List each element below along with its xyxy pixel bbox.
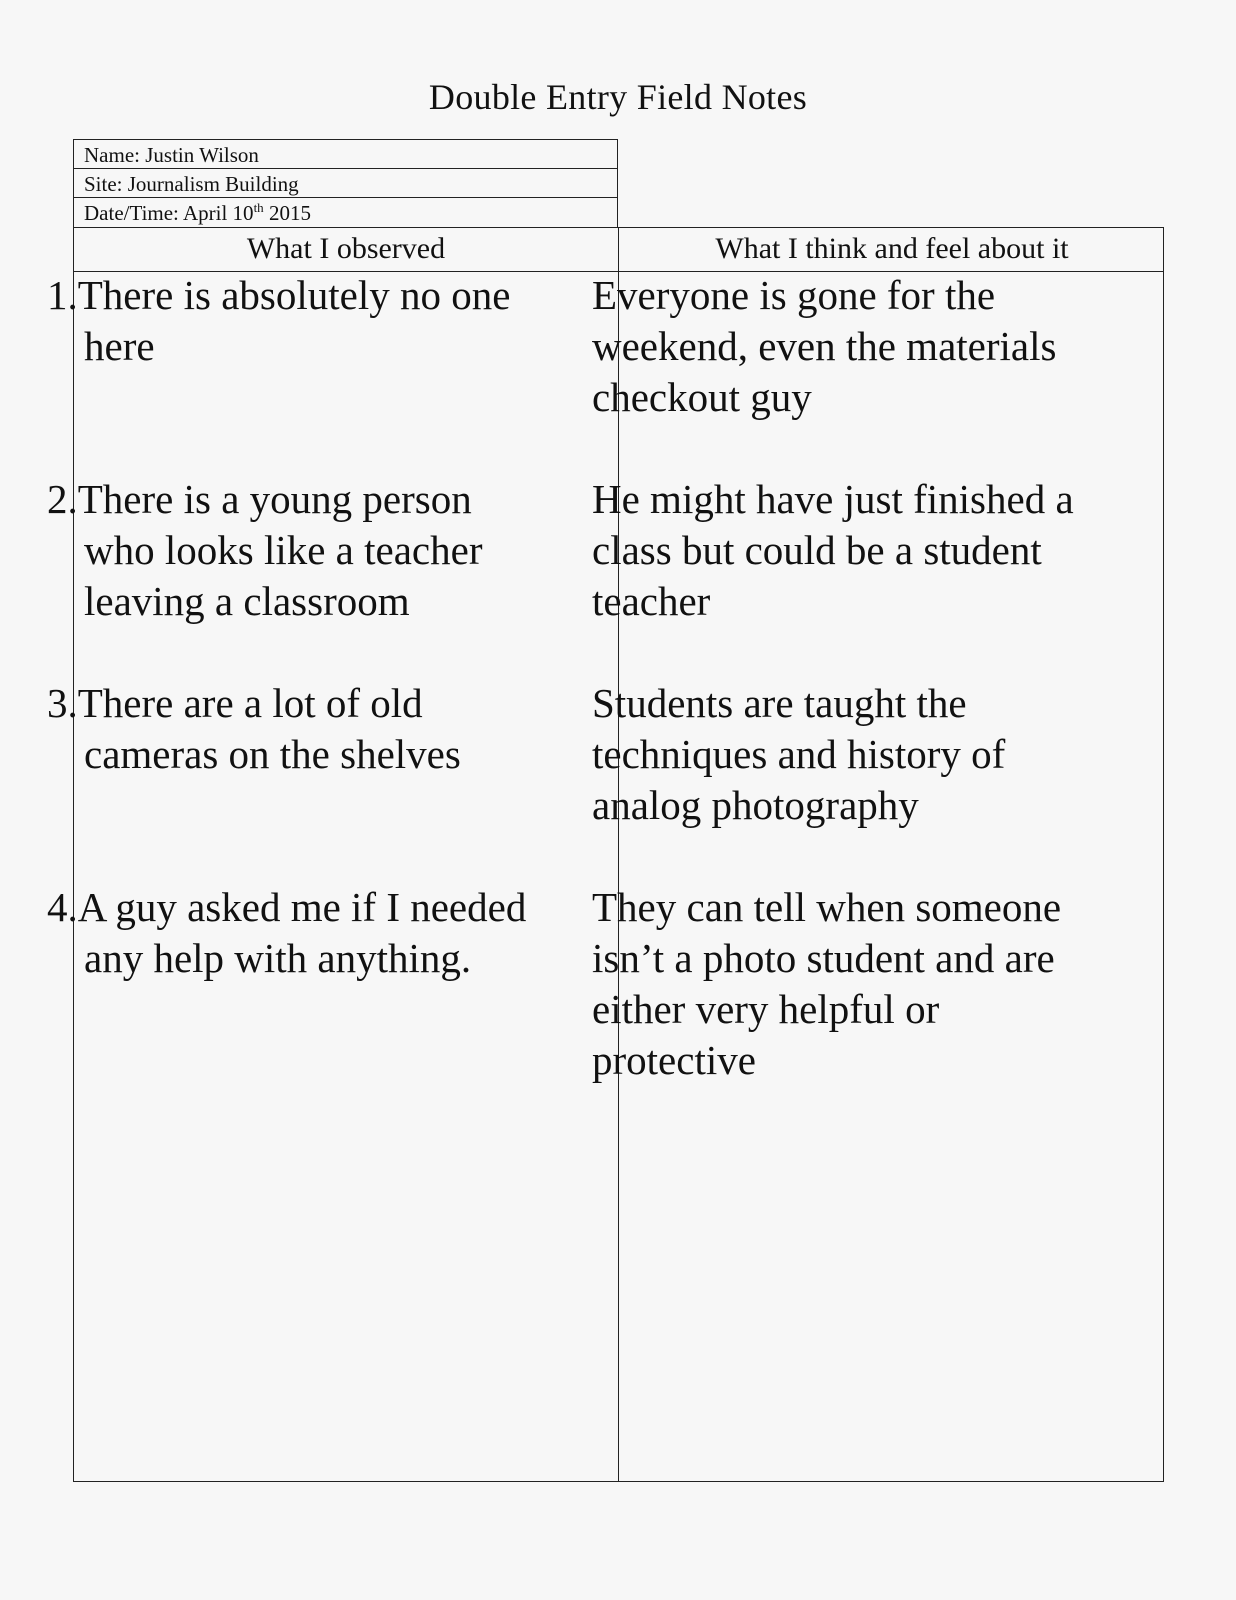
reflection-2: He might have just finished a class but could be a student teacher [592,476,1074,624]
reflection-4: They can tell when someone isn’t a photo student and are either very helpful or protective [592,884,1062,1083]
reflection-1: Everyone is gone for the weekend, even the materials checkout guy [592,272,1057,420]
page-title: Double Entry Field Notes [428,77,808,117]
observation-3 [47,678,537,780]
date-ordinal-suffix: th [253,200,264,215]
info-box [73,139,618,227]
observation-number: 2. [47,476,78,522]
column-header-think: What I think and feel about it [715,232,1069,265]
observation-1 [47,270,537,372]
date-prefix: Date/Time: April 10 [84,201,254,225]
observation-text: A guy asked me if I needed any help with anything. [77,884,527,981]
column-header-observed: What I observed [246,232,446,265]
date-time-field [74,198,617,227]
observation-number: 1. [47,272,78,318]
observation-4 [47,882,537,984]
reflection-3: Students are taught the techniques and history of analog photography [592,680,1006,828]
date-year: 2015 [263,201,311,225]
observation-text: There is a young person who looks like a teacher leaving a classroom [77,476,483,624]
observation-2 [47,474,537,627]
observation-number: 4. [47,884,78,930]
site-field: Site: Journalism Building [74,169,617,198]
observation-text: There are a lot of old cameras on the shelves [77,680,461,777]
name-field: Name: Justin Wilson [74,140,617,169]
observation-number: 3. [47,680,78,726]
observation-text: There is absolutely no one here [77,272,511,369]
